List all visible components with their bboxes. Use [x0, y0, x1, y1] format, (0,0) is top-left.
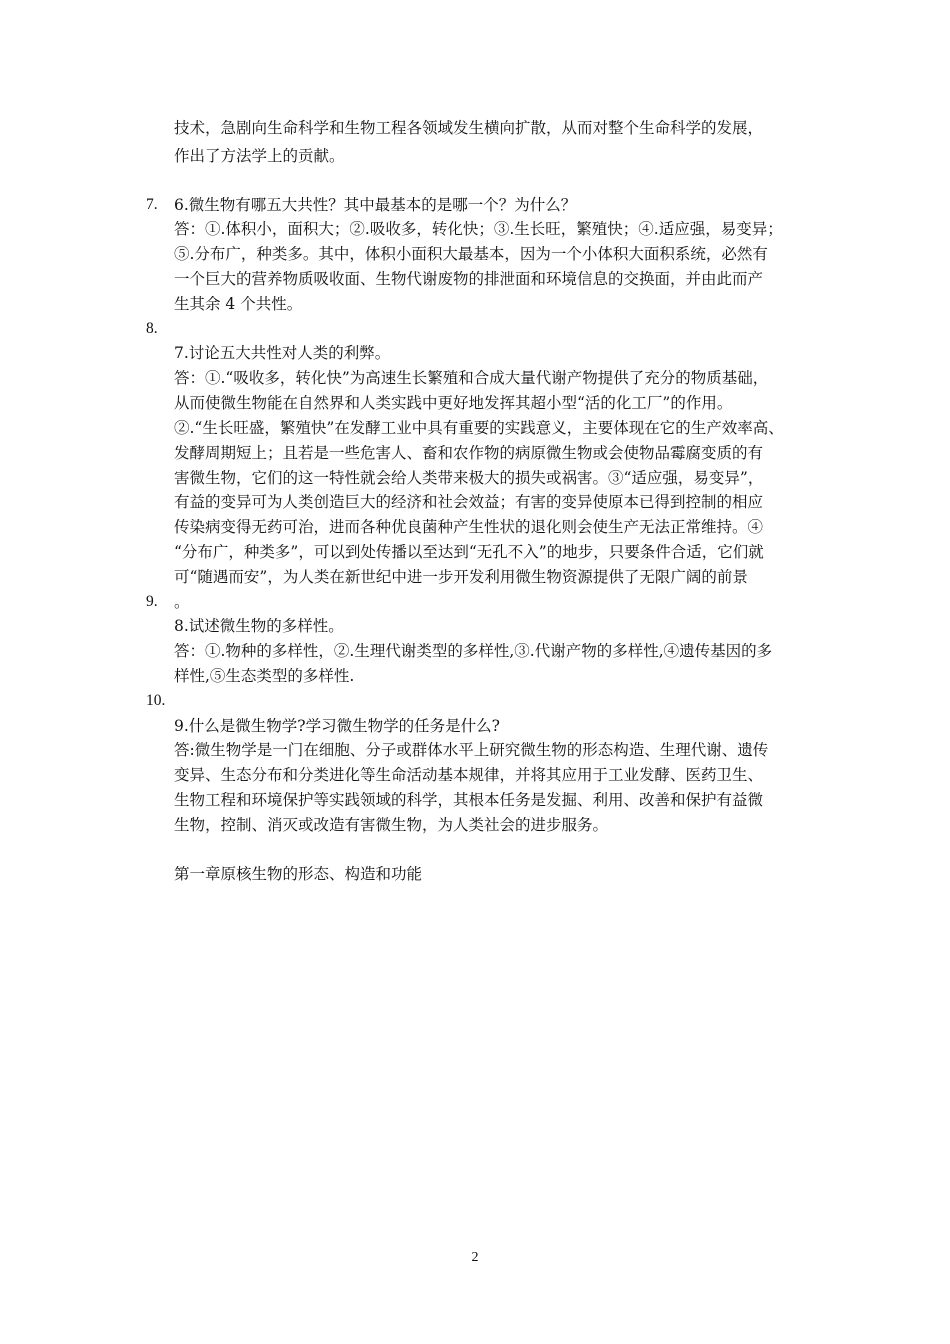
chapter-heading: 第一章原核生物的形态、构造和功能 — [174, 865, 423, 883]
answer-line: 答：①.物种的多样性，②.生理代谢类型的多样性,③.代谢产物的多样性,④遗传基因的多 — [174, 642, 773, 660]
answer-line: 答：①.体积小，面积大；②.吸收多，转化快；③.生长旺，繁殖快；④.适应强，易变异； — [174, 220, 783, 238]
answer-line: 发酵周期短上；且若是一些危害人、畜和农作物的病原微生物或会使物品霉腐变质的有 — [174, 444, 764, 462]
intro-line: 作出了方法学上的贡献。 — [174, 147, 345, 165]
answer-line: 生物工程和环境保护等实践领域的科学，其根本任务是发掘、利用、改善和保护有益微 — [174, 791, 764, 809]
question-text: 8.试述微生物的多样性。 — [174, 617, 344, 635]
page-number: 2 — [471, 1250, 479, 1265]
answer-line: 生其余 4 个共性。 — [174, 295, 303, 313]
item-number: 9. — [146, 593, 158, 610]
answer-line: 生物，控制、消灭或改造有害微生物，为人类社会的进步服务。 — [174, 816, 609, 834]
intro-line: 技术，急剧向生命科学和生物工程各领域发生横向扩散，从而对整个生命科学的发展， — [174, 119, 764, 137]
answer-line: 样性,⑤生态类型的多样性. — [174, 667, 355, 685]
answer-line: 传染病变得无药可治，进而各种优良菌种产生性状的退化则会使生产无法正常维持。④ — [174, 518, 764, 536]
question-text: 6.微生物有哪五大共性？其中最基本的是哪一个？为什么？ — [174, 196, 577, 214]
lead-punctuation: 。 — [174, 593, 190, 611]
item-number: 8. — [146, 320, 158, 337]
item-number: 7. — [146, 196, 158, 213]
answer-line: 变异、生态分布和分类进化等生命活动基本规律，并将其应用于工业发酵、医药卫生、 — [174, 766, 764, 784]
question-text: 9.什么是微生物学?学习微生物学的任务是什么? — [174, 717, 500, 735]
item-number: 10. — [146, 692, 166, 709]
answer-line: “分布广，种类多”，可以到处传播以至达到“无孔不入”的地步，只要条件合适，它们就 — [174, 543, 764, 561]
answer-line: 一个巨大的营养物质吸收面、生物代谢废物的排泄面和环境信息的交换面，并由此而产 — [174, 270, 764, 288]
answer-line: 可“随遇而安”，为人类在新世纪中进一步开发利用微生物资源提供了无限广阔的前景 — [174, 568, 748, 586]
answer-line: 有益的变异可为人类创造巨大的经济和社会效益；有害的变异使原本已得到控制的相应 — [174, 493, 764, 511]
answer-line: 答:微生物学是一门在细胞、分子或群体水平上研究微生物的形态构造、生理代谢、遗传 — [174, 741, 769, 759]
answer-line: 从而使微生物能在自然界和人类实践中更好地发挥其超小型“活的化工厂”的作用。 — [174, 394, 733, 412]
answer-line: ⑤.分布广，种类多。其中，体积小面积大最基本，因为一个小体积大面积系统，必然有 — [174, 245, 768, 263]
question-text: 7.讨论五大共性对人类的利弊。 — [174, 344, 391, 362]
answer-line: 答：①.“吸收多，转化快”为高速生长繁殖和合成大量代谢产物提供了充分的物质基础， — [174, 369, 769, 387]
answer-line: ②.“生长旺盛，繁殖快”在发酵工业中具有重要的实践意义，主要体现在它的生产效率高、 — [174, 419, 784, 437]
answer-line: 害微生物，它们的这一特性就会给人类带来极大的损失或祸害。③“适应强，易变异”， — [174, 469, 764, 487]
